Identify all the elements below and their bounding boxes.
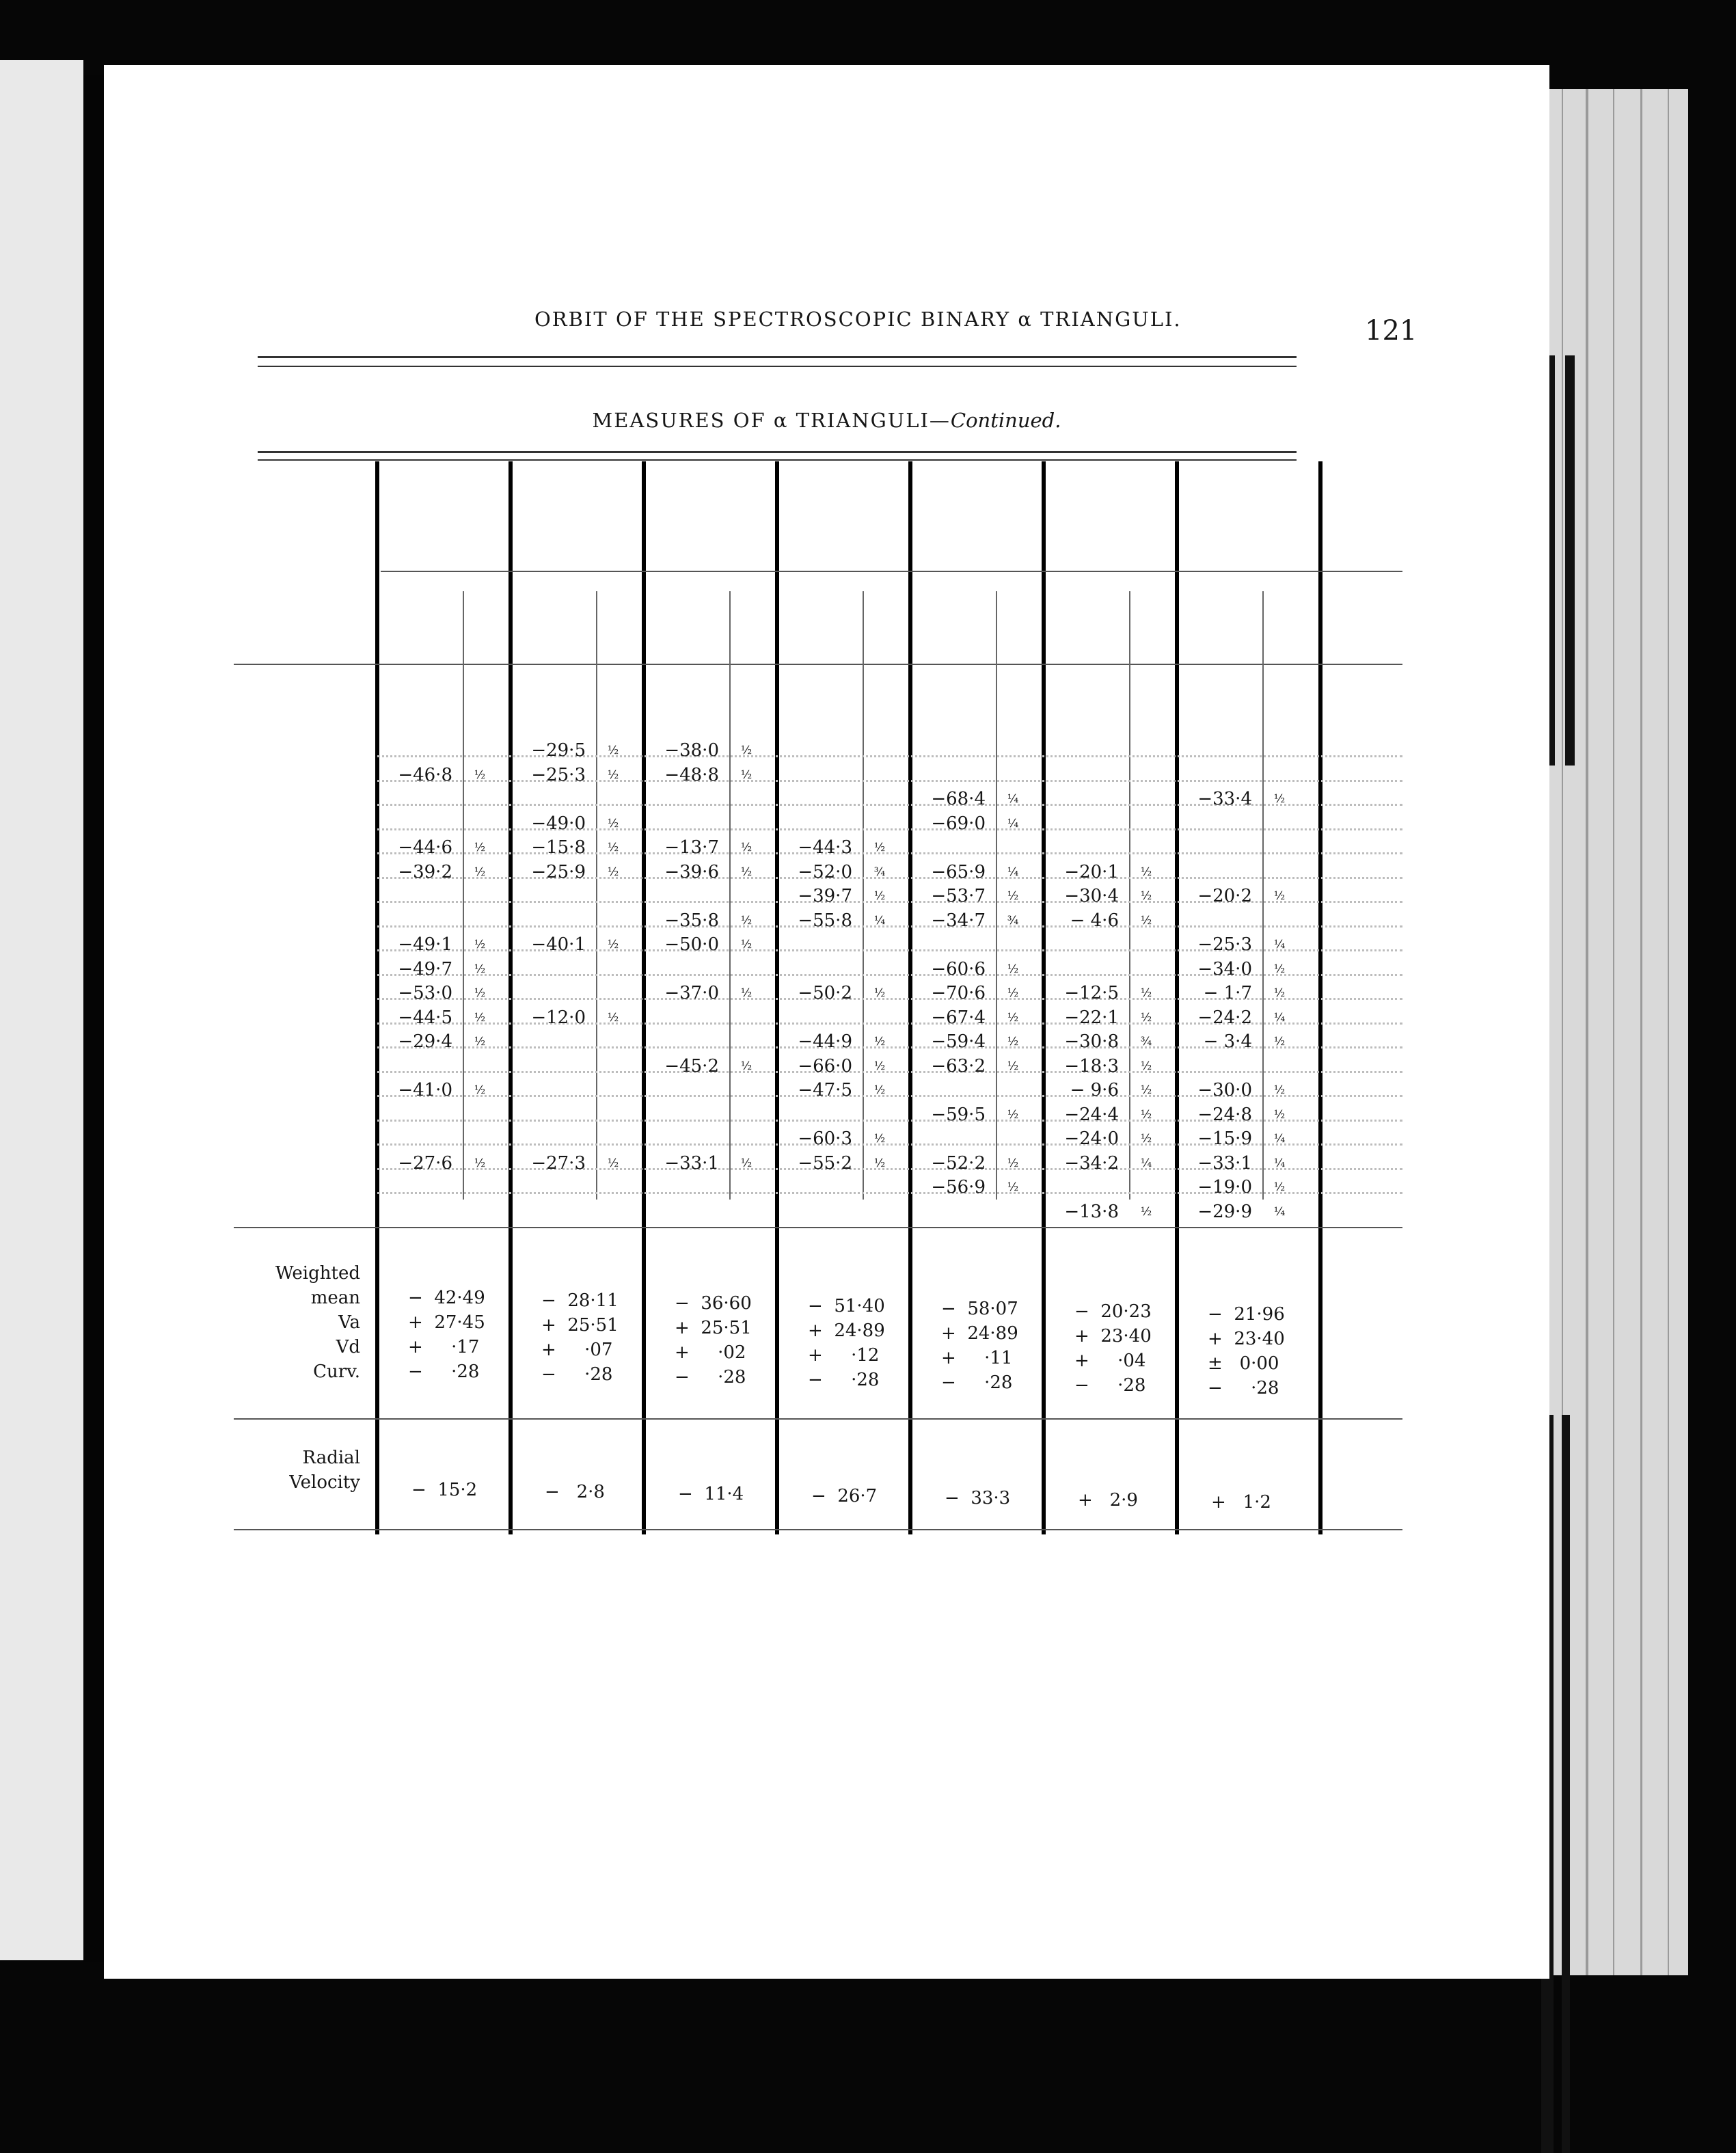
velocity-value: −41·0	[398, 1080, 452, 1100]
velocity-value: −60·6	[931, 958, 986, 979]
weight-value: ½	[1273, 792, 1286, 806]
velocity-value: −20·1	[1064, 861, 1119, 882]
weight-value: ½	[607, 816, 619, 830]
velocity-value: −25·9	[531, 861, 586, 882]
table-cell	[781, 1153, 897, 1174]
table-cell	[381, 1031, 497, 1052]
radial-label: Velocity	[289, 1472, 360, 1493]
radial-velocity: + 2·9	[1078, 1490, 1138, 1511]
table-cell	[781, 862, 897, 882]
page-number: 121	[1365, 315, 1418, 347]
weight-value: ½	[1273, 1107, 1286, 1122]
velocity-value: −33·1	[1197, 1152, 1252, 1174]
weight-value: ½	[740, 986, 752, 1000]
weight-value: ½	[740, 1059, 752, 1073]
summary-rule	[234, 1227, 1402, 1228]
weight-value: ½	[873, 1035, 886, 1048]
wt-divider	[463, 591, 464, 1200]
summary-value: − ·28	[408, 1362, 480, 1382]
summary-value: + ·02	[675, 1342, 746, 1363]
weight-value: ½	[1007, 1156, 1019, 1170]
summary-label: Weighted	[275, 1263, 360, 1284]
weight-value: ½	[740, 865, 752, 879]
velocity-value: −55·2	[798, 1152, 852, 1174]
table-cell	[1180, 1128, 1297, 1149]
summary-block	[675, 1291, 752, 1390]
weight-value: ½	[1140, 1083, 1152, 1097]
weight-value: ½	[1007, 1035, 1019, 1048]
weight-value: ½	[873, 1059, 886, 1073]
velocity-value: −20·2	[1197, 886, 1252, 906]
table-cell	[514, 740, 630, 761]
summary-rule	[234, 1418, 1402, 1420]
summary-value: + 25·51	[541, 1315, 619, 1336]
weight-value: ¼	[1007, 816, 1019, 830]
weight-value: ½	[474, 938, 486, 951]
radial-velocity: − 33·3	[945, 1488, 1011, 1508]
weight-value: ½	[474, 1156, 486, 1170]
summary-block	[808, 1294, 885, 1392]
weight-value: ½	[740, 841, 752, 854]
table-cell	[381, 983, 497, 1003]
weight-value: ½	[1007, 1059, 1019, 1073]
summary-value: + ·07	[541, 1340, 613, 1360]
weight-value: ½	[1007, 1107, 1019, 1122]
summary-value: − ·28	[1074, 1375, 1146, 1396]
table-cell	[514, 813, 630, 834]
velocity-value: −27·6	[398, 1152, 452, 1174]
table-cell	[914, 910, 1030, 931]
table-cell	[1180, 789, 1297, 809]
weight-value: ½	[1140, 913, 1152, 927]
weight-value: ¾	[1007, 913, 1019, 927]
summary-label: Va	[338, 1312, 360, 1333]
velocity-value: −34·0	[1197, 958, 1252, 979]
velocity-value: −55·8	[798, 910, 852, 931]
table-cell	[647, 837, 763, 858]
weight-value: ½	[607, 768, 619, 782]
table-cell	[381, 1153, 497, 1174]
velocity-value: −19·0	[1197, 1177, 1252, 1197]
radial-velocity: − 15·2	[411, 1480, 478, 1500]
weight-value: ½	[1273, 986, 1286, 1000]
weight-value: ¼	[1007, 792, 1019, 806]
caption-title: MEASURES OF α TRIANGULI—	[592, 409, 951, 432]
weight-value: ½	[474, 1083, 486, 1097]
wt-divider	[729, 591, 731, 1200]
summary-value: − 36·60	[675, 1293, 752, 1314]
table-cell	[1180, 934, 1297, 955]
table-cell	[1047, 886, 1163, 906]
velocity-value: −53·7	[931, 886, 986, 906]
table-cell	[514, 1153, 630, 1174]
radial-label: Radial	[302, 1448, 360, 1468]
table-bottom-rule	[234, 1529, 1402, 1530]
table-cell	[781, 1080, 897, 1100]
weight-value: ½	[607, 744, 619, 757]
book-spine	[83, 75, 104, 1962]
radial-velocity: − 11·4	[678, 1484, 744, 1504]
weight-value: ½	[1140, 865, 1152, 879]
weight-value: ½	[740, 938, 752, 951]
radial-velocity: − 2·8	[545, 1482, 605, 1502]
weight-value: ½	[607, 841, 619, 854]
summary-label: Vd	[336, 1337, 360, 1357]
velocity-value: −44·3	[798, 837, 852, 858]
table-cell	[1047, 1105, 1163, 1125]
summary-value: − 51·40	[808, 1296, 885, 1316]
weight-value: ½	[1140, 986, 1152, 1000]
velocity-value: −18·3	[1064, 1055, 1119, 1076]
weight-value: ½	[873, 889, 886, 903]
velocity-value: −56·9	[931, 1177, 986, 1197]
table-cell	[914, 862, 1030, 882]
table-cell	[514, 1007, 630, 1028]
velocity-value: −27·3	[531, 1152, 586, 1174]
velocity-value: −39·6	[664, 861, 719, 882]
table-cell	[647, 740, 763, 761]
velocity-value: −52·0	[798, 861, 852, 882]
header-rule	[258, 356, 1297, 358]
table-cell	[914, 983, 1030, 1003]
table-cell	[381, 934, 497, 955]
weight-value: ½	[1140, 1059, 1152, 1073]
library-stamp-mark	[1565, 355, 1575, 766]
velocity-value: −49·7	[398, 958, 452, 979]
table-cell	[381, 959, 497, 979]
velocity-value: −22·1	[1064, 1007, 1119, 1028]
summary-value: + ·12	[808, 1345, 880, 1366]
summary-value: + ·17	[408, 1337, 480, 1357]
weight-value: ¼	[873, 913, 886, 927]
velocity-value: −44·6	[398, 837, 452, 858]
table-cell	[781, 1031, 897, 1052]
table-cell	[914, 886, 1030, 906]
table-cell	[647, 934, 763, 955]
velocity-value: −30·4	[1064, 886, 1119, 906]
summary-block	[1074, 1299, 1152, 1398]
velocity-value: −66·0	[798, 1055, 852, 1076]
summary-block	[941, 1297, 1018, 1395]
wt-divider	[596, 591, 597, 1200]
table-cell	[914, 959, 1030, 979]
table-cell	[914, 789, 1030, 809]
velocity-value: −69·0	[931, 813, 986, 834]
velocity-value: −29·5	[531, 740, 586, 761]
velocity-value: −68·4	[931, 789, 986, 809]
summary-block	[1208, 1302, 1285, 1400]
measures-table	[234, 455, 1409, 1603]
left-page-edge	[0, 60, 83, 1960]
header-rule	[381, 571, 1402, 572]
weight-value: ½	[1140, 1204, 1152, 1219]
weight-value: ½	[873, 1083, 886, 1097]
weight-value: ½	[1007, 889, 1019, 903]
table-cell	[1047, 1080, 1163, 1100]
library-stamp-mark	[1562, 1415, 1570, 2153]
table-cell	[1047, 1202, 1163, 1222]
table-cell	[781, 837, 897, 858]
summary-value: − ·28	[1208, 1378, 1279, 1398]
velocity-value: −12·5	[1064, 983, 1119, 1003]
velocity-value: −29·4	[398, 1031, 452, 1052]
weight-value: ½	[474, 986, 486, 1000]
weight-value: ½	[474, 1035, 486, 1048]
weight-value: ½	[474, 841, 486, 854]
summary-value: + 24·89	[808, 1321, 885, 1341]
weight-value: ½	[873, 986, 886, 1000]
weight-value: ¼	[1007, 865, 1019, 879]
weight-value: ½	[1273, 889, 1286, 903]
velocity-value: −46·8	[398, 764, 452, 785]
velocity-value: −44·9	[798, 1031, 852, 1052]
summary-block	[408, 1286, 485, 1384]
table-cell	[647, 765, 763, 785]
velocity-value: −50·0	[664, 934, 719, 955]
radial-velocity: − 26·7	[811, 1486, 878, 1506]
weight-value: ½	[1007, 1180, 1019, 1194]
table-cell	[647, 1153, 763, 1174]
header-rule	[258, 366, 1297, 367]
velocity-value: −53·0	[398, 983, 452, 1003]
velocity-value: − 9·6	[1070, 1080, 1119, 1100]
table-cell	[514, 765, 630, 785]
table-cell	[381, 1007, 497, 1028]
weight-value: ½	[740, 744, 752, 757]
velocity-value: −45·2	[664, 1055, 719, 1076]
weight-value: ¼	[1273, 938, 1286, 951]
table-cell	[647, 983, 763, 1003]
book-page	[104, 65, 1549, 1979]
table-cell	[781, 1128, 897, 1149]
weight-value: ½	[1273, 962, 1286, 976]
table-cell	[1180, 1177, 1297, 1197]
table-cell	[1047, 862, 1163, 882]
weight-value: ½	[474, 768, 486, 782]
table-cell	[1180, 1007, 1297, 1028]
table-cell	[1180, 983, 1297, 1003]
velocity-value: −12·0	[531, 1007, 586, 1028]
summary-value: + 27·45	[408, 1312, 485, 1333]
velocity-value: −30·8	[1064, 1031, 1119, 1052]
weight-value: ½	[740, 913, 752, 927]
weight-value: ½	[474, 865, 486, 879]
summary-value: − ·28	[675, 1367, 746, 1387]
table-cell	[1047, 983, 1163, 1003]
velocity-value: −34·7	[931, 910, 986, 931]
velocity-value: −49·1	[398, 934, 452, 955]
velocity-value: −24·8	[1197, 1104, 1252, 1125]
velocity-value: −38·0	[664, 740, 719, 761]
summary-value: + 24·89	[941, 1323, 1018, 1344]
velocity-value: −49·0	[531, 813, 586, 834]
weight-value: ½	[1273, 1035, 1286, 1048]
table-cell	[381, 765, 497, 785]
summary-value: + ·04	[1074, 1351, 1146, 1371]
velocity-value: −15·8	[531, 837, 586, 858]
velocity-value: −63·2	[931, 1055, 986, 1076]
velocity-value: −37·0	[664, 983, 719, 1003]
weight-value: ½	[1007, 986, 1019, 1000]
velocity-value: −34·2	[1064, 1152, 1119, 1174]
weight-value: ½	[1140, 889, 1152, 903]
weight-value: ½	[1007, 962, 1019, 976]
weight-value: ½	[607, 1010, 619, 1025]
table-cell	[1180, 959, 1297, 979]
velocity-value: −24·4	[1064, 1104, 1119, 1125]
velocity-value: − 3·4	[1203, 1031, 1252, 1052]
weight-value: ¾	[873, 865, 886, 879]
velocity-value: −48·8	[664, 764, 719, 785]
weight-value: ½	[873, 841, 886, 854]
table-cell	[514, 837, 630, 858]
summary-value: − 20·23	[1074, 1301, 1152, 1322]
table-cell	[647, 1056, 763, 1076]
summary-value: + 25·51	[675, 1318, 752, 1338]
weight-value: ½	[607, 1156, 619, 1170]
velocity-value: −59·4	[931, 1031, 986, 1052]
summary-label: mean	[310, 1288, 360, 1308]
velocity-value: −29·9	[1197, 1201, 1252, 1222]
table-cell	[1047, 910, 1163, 931]
table-cell	[781, 983, 897, 1003]
table-cell	[1047, 1031, 1163, 1052]
velocity-value: −59·5	[931, 1104, 986, 1125]
velocity-value: −33·1	[664, 1152, 719, 1174]
table-cell	[1180, 1202, 1297, 1222]
table-cell	[381, 837, 497, 858]
velocity-value: −60·3	[798, 1128, 852, 1149]
table-cell	[781, 886, 897, 906]
table-cell	[1047, 1007, 1163, 1028]
weight-value: ¼	[1273, 1010, 1286, 1025]
summary-value: + 23·40	[1208, 1329, 1285, 1349]
velocity-value: −35·8	[664, 910, 719, 931]
velocity-value: −67·4	[931, 1007, 986, 1028]
table-cell	[647, 862, 763, 882]
table-cell	[381, 862, 497, 882]
caption-continued: Continued.	[950, 409, 1061, 432]
table-cell	[514, 862, 630, 882]
weight-value: ½	[873, 1132, 886, 1146]
summary-block	[541, 1288, 619, 1387]
header-rule	[234, 664, 1402, 665]
weight-value: ¼	[1140, 1156, 1152, 1170]
table-cell	[914, 813, 1030, 834]
weight-value: ½	[1273, 1180, 1286, 1194]
table-cell	[1180, 1105, 1297, 1125]
velocity-value: −24·2	[1197, 1007, 1252, 1028]
weight-value: ½	[607, 938, 619, 951]
table-cell	[914, 1153, 1030, 1174]
velocity-value: −13·8	[1064, 1201, 1119, 1222]
summary-value: − ·28	[541, 1364, 613, 1385]
velocity-value: −65·9	[931, 861, 986, 882]
summary-value: − 21·96	[1208, 1304, 1285, 1325]
weight-value: ½	[474, 1010, 486, 1025]
weight-value: ¼	[1273, 1132, 1286, 1146]
summary-value: + 23·40	[1074, 1326, 1152, 1346]
weight-value: ½	[1273, 1083, 1286, 1097]
summary-value: − 42·49	[408, 1288, 485, 1308]
velocity-value: −33·4	[1197, 789, 1252, 809]
weight-value: ½	[1007, 1010, 1019, 1025]
weight-value: ½	[1140, 1132, 1152, 1146]
weight-value: ½	[873, 1156, 886, 1170]
velocity-value: −15·9	[1197, 1128, 1252, 1149]
velocity-value: −44·5	[398, 1007, 452, 1028]
table-cell	[1180, 1031, 1297, 1052]
summary-value: − ·28	[808, 1370, 880, 1390]
table-cell	[914, 1177, 1030, 1197]
summary-value: + ·11	[941, 1348, 1013, 1368]
table-cell	[781, 910, 897, 931]
table-cell	[381, 1080, 497, 1100]
weight-value: ½	[607, 865, 619, 879]
caption-rule	[258, 451, 1297, 453]
radial-velocity: + 1·2	[1211, 1492, 1271, 1513]
weight-value: ½	[1140, 1010, 1152, 1025]
weight-value: ½	[1140, 1107, 1152, 1122]
velocity-value: −13·7	[664, 837, 719, 858]
weight-value: ½	[740, 1156, 752, 1170]
table-cell	[1180, 1153, 1297, 1174]
velocity-value: − 4·6	[1070, 910, 1119, 931]
running-title: ORBIT OF THE SPECTROSCOPIC BINARY α TRIANGULI.	[534, 308, 1182, 331]
table-cell	[914, 1031, 1030, 1052]
summary-value: − ·28	[941, 1372, 1013, 1393]
table-cell	[1180, 886, 1297, 906]
velocity-value: −39·2	[398, 861, 452, 882]
velocity-value: −50·2	[798, 983, 852, 1003]
weight-value: ¾	[1140, 1035, 1152, 1048]
weight-value: ½	[474, 962, 486, 976]
velocity-value: −25·3	[531, 764, 586, 785]
table-cell	[1180, 1080, 1297, 1100]
velocity-value: −40·1	[531, 934, 586, 955]
weight-value: ¼	[1273, 1156, 1286, 1170]
velocity-value: −25·3	[1197, 934, 1252, 955]
velocity-value: − 1·7	[1203, 983, 1252, 1003]
table-caption	[104, 409, 1549, 432]
summary-value: ± 0·00	[1208, 1353, 1279, 1374]
table-cell	[1047, 1153, 1163, 1174]
velocity-value: −47·5	[798, 1080, 852, 1100]
velocity-value: −52·2	[931, 1152, 986, 1174]
summary-value: − 28·11	[541, 1290, 619, 1311]
table-cell	[1047, 1128, 1163, 1149]
velocity-value: −30·0	[1197, 1080, 1252, 1100]
table-cell	[781, 1056, 897, 1076]
summary-value: − 58·07	[941, 1299, 1018, 1319]
weight-value: ¼	[1273, 1204, 1286, 1219]
velocity-value: −70·6	[931, 983, 986, 1003]
velocity-value: −39·7	[798, 886, 852, 906]
velocity-value: −24·0	[1064, 1128, 1119, 1149]
table-cell	[914, 1056, 1030, 1076]
table-cell	[514, 934, 630, 955]
summary-label: Curv.	[313, 1362, 360, 1382]
table-cell	[1047, 1056, 1163, 1076]
weight-value: ½	[740, 768, 752, 782]
table-cell	[914, 1105, 1030, 1125]
table-cell	[647, 910, 763, 931]
table-cell	[914, 1007, 1030, 1028]
